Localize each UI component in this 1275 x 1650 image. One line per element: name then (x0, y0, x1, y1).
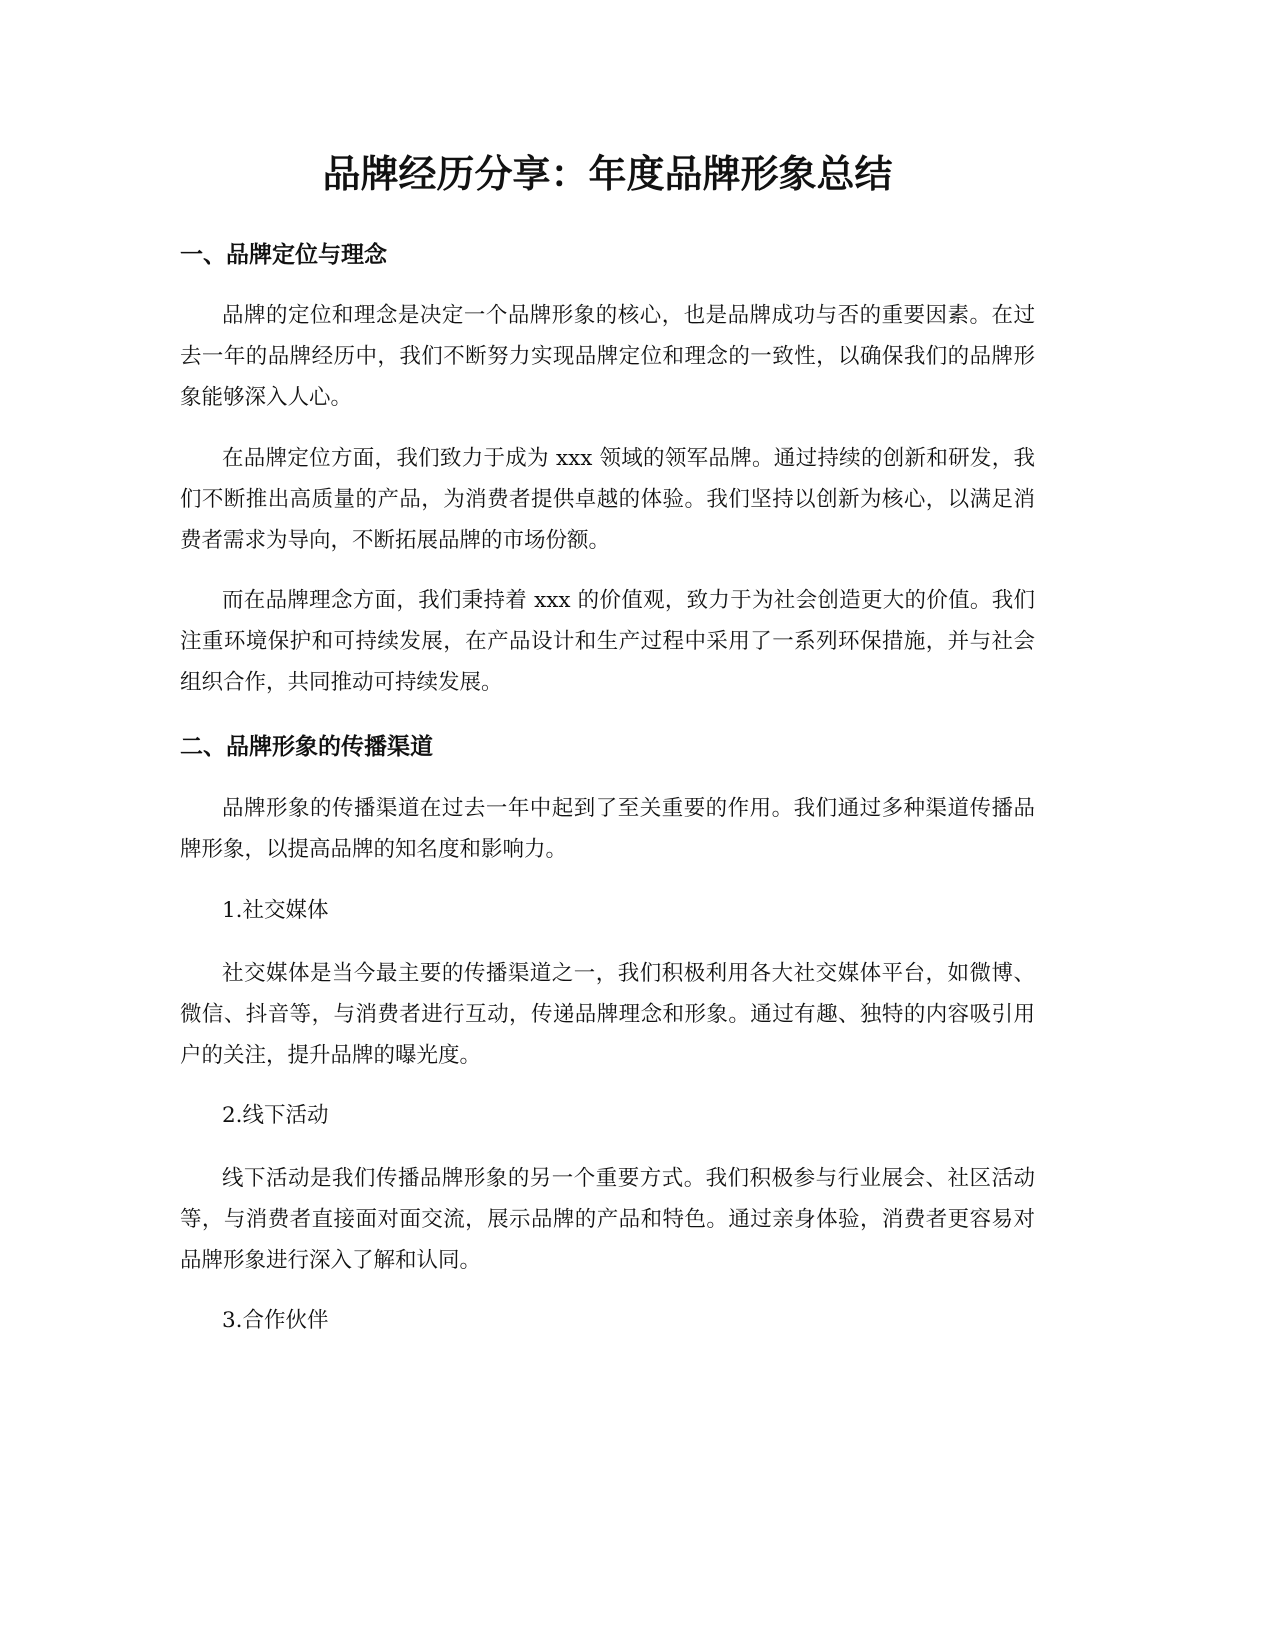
document-title: 品牌经历分享：年度品牌形象总结 (322, 152, 893, 196)
list-item-label-partners: 3.合作伙伴 (222, 1308, 329, 1333)
list-item-label-offline-events: 2.线下活动 (222, 1103, 329, 1128)
paragraph-positioning-intro: 品牌的定位和理念是决定一个品牌形象的核心，也是品牌成功与否的重要因素。在过去一年的品牌经历中，我们不断努力实现品牌定位和理念的一致性，以确保我们的品牌形象能够深入人心。 (180, 303, 1035, 410)
paragraph-channels-intro: 品牌形象的传播渠道在过去一年中起到了至关重要的作用。我们通过多种渠道传播品牌形象，以提高品牌的知名度和影响力。 (180, 796, 1035, 862)
paragraph-brand-positioning: 在品牌定位方面，我们致力于成为 xxx 领域的领军品牌。通过持续的创新和研发，我们不断推出高质量的产品，为消费者提供卓越的体验。我们坚持以创新为核心，以满足消费者需求为导向，不断拓展品牌的市场份额。 (180, 446, 1035, 553)
paragraph-offline-events: 线下活动是我们传播品牌形象的另一个重要方式。我们积极参与行业展会、社区活动等，与消费者直接面对面交流，展示品牌的产品和特色。通过亲身体验，消费者更容易对品牌形象进行深入了解和认同。 (180, 1166, 1035, 1273)
section-heading-channels: 二、品牌形象的传播渠道 (180, 734, 433, 760)
list-item-label-social-media: 1.社交媒体 (222, 898, 329, 923)
paragraph-social-media: 社交媒体是当今最主要的传播渠道之一，我们积极利用各大社交媒体平台，如微博、微信、抖音等，与消费者进行互动，传递品牌理念和形象。通过有趣、独特的内容吸引用户的关注，提升品牌的曝光度。 (180, 961, 1035, 1068)
paragraph-brand-philosophy: 而在品牌理念方面，我们秉持着 xxx 的价值观，致力于为社会创造更大的价值。我们注重环境保护和可持续发展，在产品设计和生产过程中采用了一系列环保措施，并与社会组织合作，共同推动可持续发展。 (180, 588, 1035, 695)
section-heading-positioning: 一、品牌定位与理念 (180, 242, 387, 268)
